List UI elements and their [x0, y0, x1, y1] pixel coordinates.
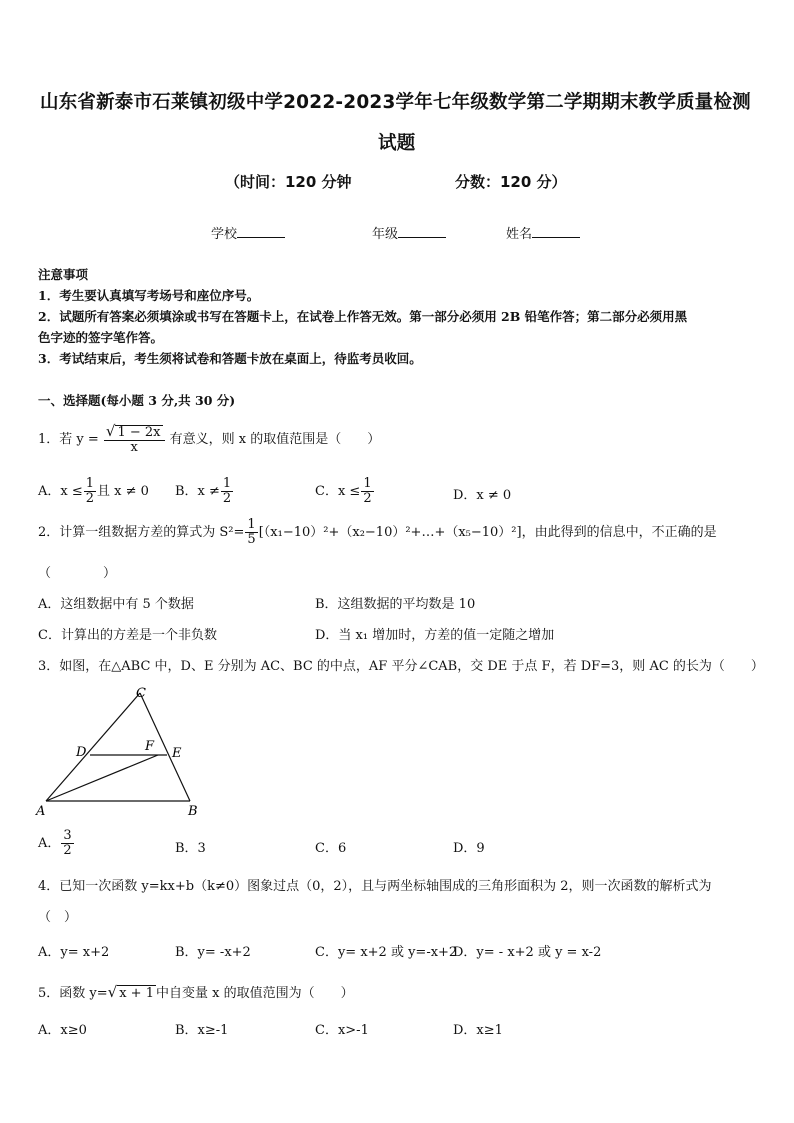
q2-option-d: D．当 x₁ 增加时，方差的值一定随之增加 [315, 628, 555, 643]
q1-option-c [315, 474, 375, 510]
sqrt-sign: √ [107, 983, 118, 1001]
grade-label: 年级 [372, 227, 399, 242]
q3-option-c: C．6 [315, 841, 347, 856]
q1-b-num: 1 [222, 476, 232, 492]
exam-title-line2: 试题 [378, 133, 416, 154]
q3-option-a [38, 826, 75, 862]
q2-den: 5 [247, 532, 256, 547]
q3-option-a-label: A． [38, 836, 61, 851]
notes-heading: 注意事项 [38, 267, 89, 282]
q2-paren: （ ） [38, 566, 117, 581]
side-ac [46, 693, 140, 801]
q5-option-a: A．x≥0 [38, 1023, 87, 1038]
grade-blank [398, 224, 446, 238]
exam-time: （时间：120 分钟 [225, 173, 352, 191]
label-a: A [36, 804, 46, 818]
exam-title-line1: 山东省新泰市石莱镇初级中学2022-2023学年七年级数学第二学期期末教学质量检测 [40, 92, 751, 113]
q2-formula: [（x₁−10）²+（x₂−10）²+…+（x₅−10）²]，由此得到的信息中，不正确的是 [258, 525, 717, 540]
question-2 [38, 515, 717, 551]
notes-item-2a: 2．试题所有答案必须填涂或书写在答题卡上，在试卷上作答无效。第一部分必须用 2B 铅笔作答；第二部分必须用黑 [38, 309, 688, 324]
notes-item-2b: 色字迹的签字笔作答。 [38, 330, 164, 345]
q5-option-d: D．x≥1 [453, 1023, 503, 1038]
triangle-figure [30, 683, 210, 818]
q1-a-den: 2 [85, 491, 95, 506]
q1-b-den: 2 [222, 491, 232, 506]
segment-af [46, 755, 158, 801]
q2-option-b: B．这组数据的平均数是 10 [315, 597, 476, 612]
exam-score: 分数：120 分） [455, 173, 567, 191]
q1-denominator: x [130, 440, 138, 456]
q5-option-b: B．x≥-1 [175, 1023, 229, 1038]
name-label: 姓名 [506, 227, 533, 242]
question-1 [38, 420, 380, 460]
q1-a-suffix: 且 x ≠ 0 [97, 484, 149, 499]
q5-option-c: C．x>-1 [315, 1023, 369, 1038]
q1-radicand: 1 − 2x [117, 425, 161, 441]
q3-a-num: 3 [63, 828, 72, 844]
q3-option-d: D．9 [453, 841, 485, 856]
q2-prefix: 2．计算一组数据方差的算式为 S²= [38, 525, 245, 540]
q4-option-d: D．y= - x+2 或 y = x-2 [453, 945, 602, 960]
q1-fraction [104, 424, 165, 454]
q2-option-a: A．这组数据中有 5 个数据 [38, 597, 194, 612]
question-3: 3．如图，在△ABC 中，D、E 分别为 AC、BC 的中点，AF 平分∠CAB，交 DE 于点 F，若 DF=3，则 AC 的长为（ ） [38, 659, 764, 674]
question-4: 4．已知一次函数 y=kx+b（k≠0）图象过点（0，2），且与两坐标轴围成的三角形面积为 2，则一次函数的解析式为 [38, 879, 712, 894]
q1-option-d: D．x ≠ 0 [453, 488, 512, 503]
label-c: C [136, 686, 146, 701]
label-e: E [172, 746, 182, 761]
q1-option-a-label: A．x ≤ [38, 484, 83, 499]
label-d: D [76, 745, 87, 760]
q2-option-c: C．计算出的方差是一个非负数 [38, 628, 217, 643]
label-b: B [188, 804, 198, 818]
school-blank [237, 224, 285, 238]
q3-option-b: B．3 [175, 841, 206, 856]
q4-option-c: C．y= x+2 或 y=-x+2 [315, 945, 458, 960]
q1-option-a [38, 474, 149, 510]
q1-option-c-label: C．x ≤ [315, 484, 361, 499]
q4-paren: （ ） [38, 910, 78, 925]
name-field [506, 223, 580, 242]
q4-option-a: A．y= x+2 [38, 945, 110, 960]
name-blank [532, 224, 580, 238]
label-f: F [145, 739, 155, 754]
grade-field [372, 223, 446, 242]
q1-suffix: 有意义，则 x 的取值范围是（ ） [169, 432, 381, 447]
school-label: 学校 [211, 227, 238, 242]
q1-a-num: 1 [85, 476, 95, 492]
q1-option-b [175, 474, 234, 510]
section-heading: 一、选择题(每小题 3 分,共 30 分) [38, 393, 236, 408]
q5-suffix: 中自变量 x 的取值范围为（ ） [155, 986, 354, 1001]
school-field [211, 223, 285, 242]
sqrt-sign: √ [105, 422, 116, 441]
notes-item-1: 1．考生要认真填写考场号和座位序号。 [38, 288, 260, 303]
q4-option-b: B．y= -x+2 [175, 945, 251, 960]
q1-c-den: 2 [363, 491, 372, 506]
q2-num: 1 [247, 517, 256, 533]
notes-item-3: 3．考试结束后，考生须将试卷和答题卡放在桌面上，待监考员收回。 [38, 351, 422, 366]
q1-c-num: 1 [363, 476, 372, 492]
q3-a-den: 2 [63, 843, 72, 858]
q5-prefix: 5．函数 y= [38, 986, 108, 1001]
q5-radicand: x + 1 [119, 986, 154, 1001]
q1-option-b-label: B．x ≠ [175, 484, 220, 499]
question-5 [38, 982, 354, 1001]
q1-prefix: 1．若 y = [38, 432, 99, 447]
